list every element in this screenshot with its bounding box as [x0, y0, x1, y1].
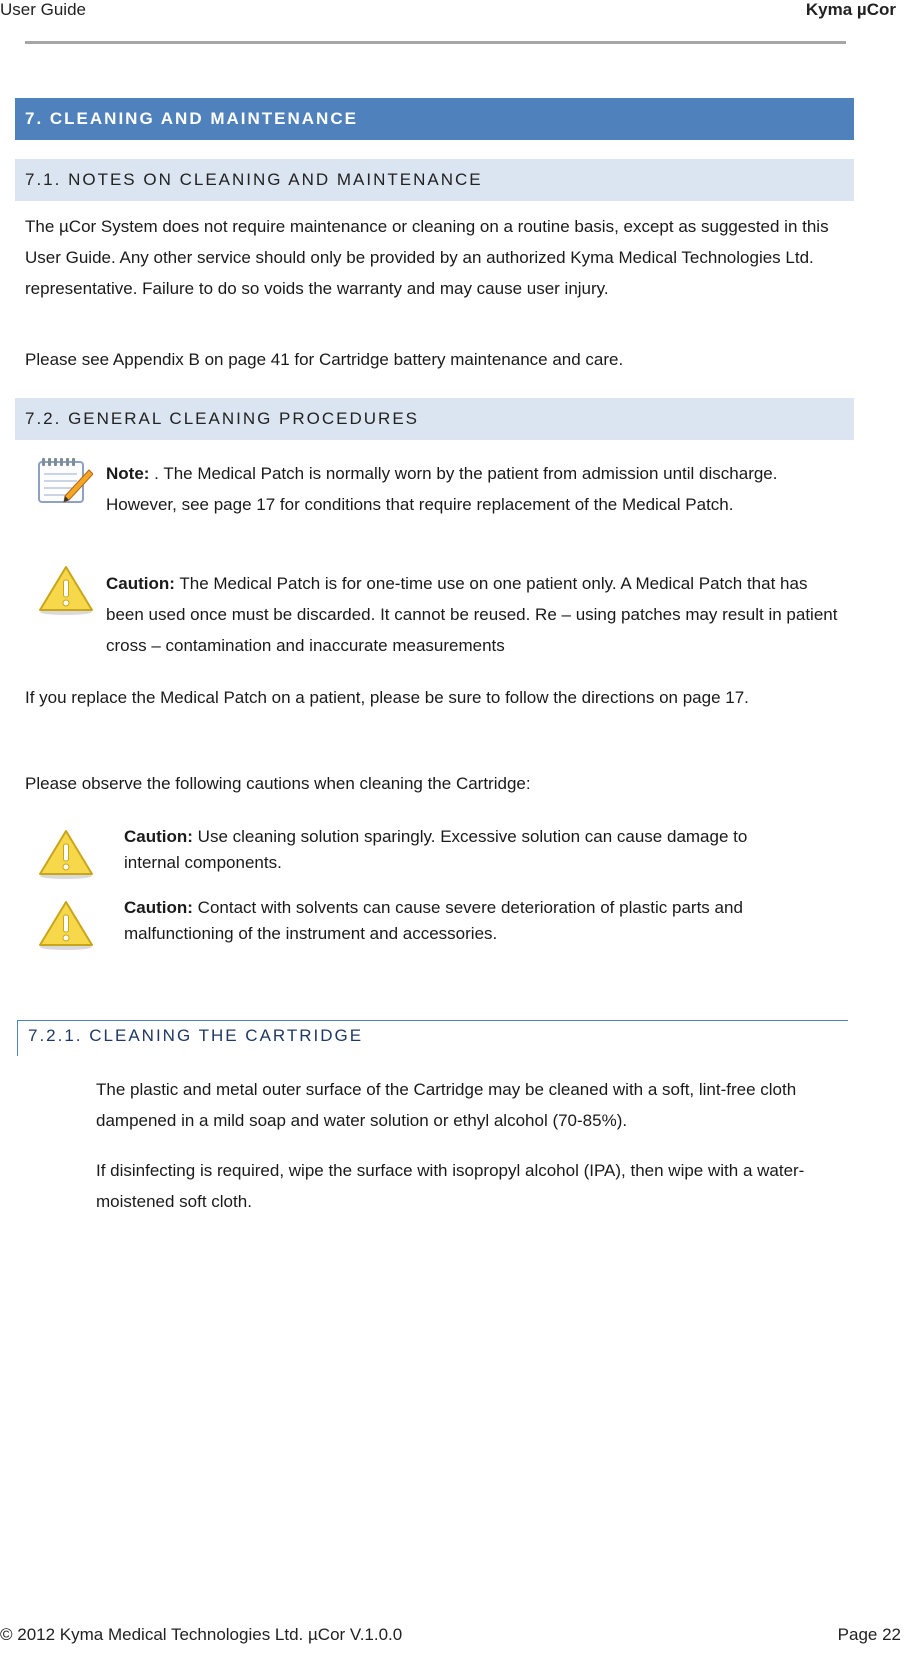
caution-text-1: The Medical Patch is for one-time use on one patient only. A Medical Patch that has been used once must be discarded. It cannot be reused. Re – using patches may result in patient cross – contamination and inaccurate measurements	[106, 574, 838, 655]
caution-text-2: Use cleaning solution sparingly. Excessive solution can cause damage to internal components.	[124, 827, 748, 872]
header-divider	[25, 41, 846, 44]
header-doc-title: User Guide	[0, 0, 86, 19]
header-product-name: Kyma µCor	[805, 0, 896, 19]
warning-triangle-icon	[38, 564, 94, 621]
caution-label-2: Caution:	[124, 827, 193, 846]
note-block	[106, 458, 846, 520]
footer-page-number: Page 22	[837, 1625, 901, 1644]
section-7-1-heading: 7.1. NOTES ON CLEANING AND MAINTENANCE	[15, 159, 854, 201]
note-text: . The Medical Patch is normally worn by the patient from admission until discharge. However, see page 17 for conditions that require replacement of the Medical Patch.	[106, 464, 778, 514]
notepad-pencil-icon	[33, 454, 93, 515]
section-7-2-1-heading: 7.2.1. CLEANING THE CARTRIDGE	[28, 1026, 364, 1045]
section-7-1-paragraph-2: Please see Appendix B on page 41 for Cartridge battery maintenance and care.	[25, 350, 624, 369]
section-7-2-paragraph-2: Please observe the following cautions when cleaning the Cartridge:	[25, 774, 531, 793]
caution-text-3: Contact with solvents can cause severe deterioration of plastic parts and malfunctioning of the instrument and accessories.	[124, 898, 743, 943]
note-label: Note:	[106, 464, 150, 483]
caution-block-3	[124, 895, 774, 947]
warning-triangle-icon	[38, 828, 94, 885]
section-7-1-paragraph-1: The µCor System does not require maintenance or cleaning on a routine basis, except as suggested in this User Guide. Any other service should only be provided by an authorized Kyma Medical Technologies Ltd. representative. Failure to do so voids the warranty and may cause user injury.	[25, 217, 829, 298]
caution-label-3: Caution:	[124, 898, 193, 917]
section-7-2-1-paragraph-2: If disinfecting is required, wipe the surface with isopropyl alcohol (IPA), then wipe with a water-moistened soft cloth.	[96, 1161, 805, 1211]
section-7-2-heading: 7.2. GENERAL CLEANING PROCEDURES	[15, 398, 854, 440]
warning-triangle-icon	[38, 899, 94, 956]
caution-label-1: Caution:	[106, 574, 175, 593]
caution-block-1	[106, 568, 846, 661]
caution-block-2	[124, 824, 774, 876]
section-7-2-1-paragraph-1: The plastic and metal outer surface of the Cartridge may be cleaned with a soft, lint-free cloth dampened in a mild soap and water solution or ethyl alcohol (70-85%).	[96, 1080, 797, 1130]
section-7-2-paragraph-1: If you replace the Medical Patch on a patient, please be sure to follow the directions on page 17.	[25, 688, 749, 707]
section-7-heading: 7. CLEANING AND MAINTENANCE	[15, 98, 854, 140]
footer-copyright: © 2012 Kyma Medical Technologies Ltd. µCor V.1.0.0	[0, 1625, 403, 1644]
